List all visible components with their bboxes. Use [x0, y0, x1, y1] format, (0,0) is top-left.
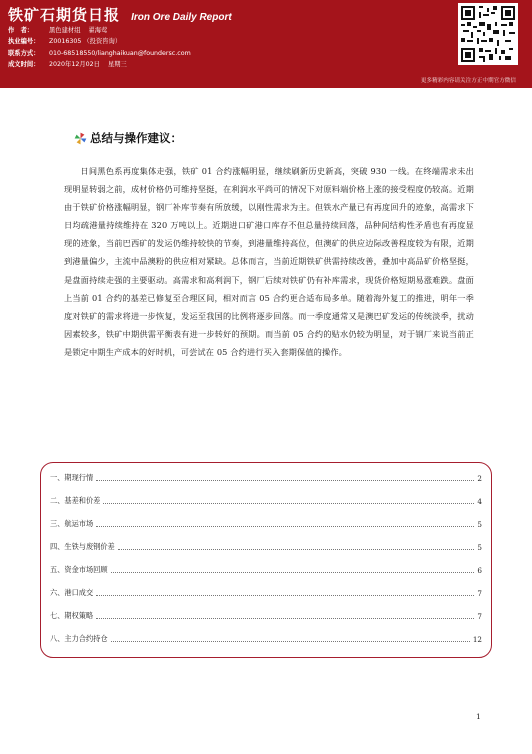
toc-item[interactable]	[50, 632, 482, 644]
toc-item[interactable]	[50, 494, 482, 506]
toc-item[interactable]	[50, 540, 482, 552]
toc-item-label: 二、基差和价差	[50, 496, 101, 505]
page-number: 1	[476, 712, 481, 721]
toc-item[interactable]	[50, 563, 482, 575]
meta-label: 作 者：	[8, 27, 34, 34]
report-title	[8, 4, 232, 25]
qr-code	[458, 3, 518, 65]
toc-item-page: 4	[477, 497, 482, 506]
toc-leader-dots	[118, 549, 475, 550]
meta-date	[8, 59, 191, 70]
toc-item-page: 5	[477, 543, 482, 552]
meta-contact	[8, 48, 191, 59]
wechat-follow-note: 更多精彩内容请关注方正中期官方微信	[420, 78, 516, 84]
toc-item-page: 12	[472, 635, 482, 644]
toc-item-label: 七、期权策略	[50, 611, 94, 620]
toc-item-label: 八、主力合约持仓	[50, 634, 108, 643]
toc-item-page: 7	[477, 589, 482, 598]
summary-paragraph: 日间黑色系再度集体走强，铁矿 01 合约涨幅明显，继续刷新历史新高，突破 930 一线。在终端需求未出现明显转弱之前，成材价格仍可维持坚挺，在利润水平尚可的情况下对原料端价格上涨的接受程度仍较高。近期由于铁矿价格涨幅明显，钢厂补库节奏有所放缓，以刚性需求为主。但铁水产量已有再度回升的迹象，高需求下日均疏港量持续维持在 320 万吨以上。近期进口矿港口库存不但总量持续回落，品种间结构性矛盾也有再度显现的迹象，当前巴西矿的发运仍维持较快的节奏，到港量维持高位，但澳矿的供应边际改善程度较为有限，近期到港量偏少，主流中品澳粉的供应相对紧缺。总体而言，当前近期铁矿供需持续改善，叠加中高品矿价格坚挺，是盘面持续走强的主要驱动。高需求和高利润下，钢厂后续对铁矿仍有补库需求，现货价格短期易涨难跌。盘面上当前 01 合约的基差已修复至合理区间，相对而言 05 合约更合适布局多单。随着海外复工的推进，明年一季度对铁矿的需求将进一步恢复，发运至我国的比例将逐步回落。而一季度通常又是澳巴矿发运的传统淡季，扰动因素较多，铁矿中期供需平衡表有进一步转好的预期。而当前 05 合约的贴水仍较为明显，对于钢厂来说当前正是锁定中期生产成本的好时机，可尝试在 05 合约进行买入套期保值的操作。	[64, 166, 474, 357]
toc-leader-dots	[96, 595, 474, 596]
meta-license	[8, 36, 191, 47]
toc-item-label: 一、期现行情	[50, 473, 94, 482]
toc-leader-dots	[96, 618, 474, 619]
report-header	[0, 0, 532, 88]
meta-value: 黑色建材组	[49, 27, 81, 34]
toc-item-label: 六、港口成交	[50, 588, 94, 597]
toc-item[interactable]	[50, 609, 482, 621]
meta-author	[8, 25, 191, 36]
meta-value: Z0016305 （投资咨询）	[49, 38, 122, 46]
report-title-en: Iron Ore Daily Report	[131, 12, 232, 23]
toc-item-page: 7	[477, 612, 482, 621]
toc-item[interactable]	[50, 586, 482, 598]
report-title-zh: 铁矿石期货日报	[8, 6, 121, 24]
toc-leader-dots	[111, 572, 475, 573]
toc-item-label: 三、航运市场	[50, 519, 94, 528]
meta-extra: 翟海莺	[88, 27, 108, 34]
qr-code-icon	[461, 6, 515, 62]
meta-label: 执业编号：	[8, 38, 40, 46]
toc-leader-dots	[96, 480, 474, 481]
meta-value: 2020年12月02日	[49, 61, 100, 69]
toc-item-label: 四、生铁与废钢价差	[50, 542, 115, 551]
section-heading	[74, 130, 182, 146]
toc-leader-dots	[103, 503, 474, 504]
toc-item[interactable]	[50, 471, 482, 483]
toc-leader-dots	[111, 641, 470, 642]
toc-item[interactable]	[50, 517, 482, 529]
section-title: 总结与操作建议：	[90, 131, 182, 145]
table-of-contents	[40, 462, 492, 658]
meta-value: 010-68518550/lianghaikuan@foundersc.com	[49, 49, 191, 57]
meta-label: 联系方式：	[8, 49, 40, 57]
meta-extra: 星期三	[107, 61, 127, 69]
author-info	[8, 25, 191, 71]
toc-item-page: 6	[477, 566, 482, 575]
meta-label: 成文时间：	[8, 61, 40, 69]
pinwheel-bullet-icon	[74, 132, 87, 145]
toc-item-page: 2	[477, 474, 482, 483]
toc-item-page: 5	[477, 520, 482, 529]
toc-item-label: 五、资金市场回顾	[50, 565, 108, 574]
toc-leader-dots	[96, 526, 474, 527]
